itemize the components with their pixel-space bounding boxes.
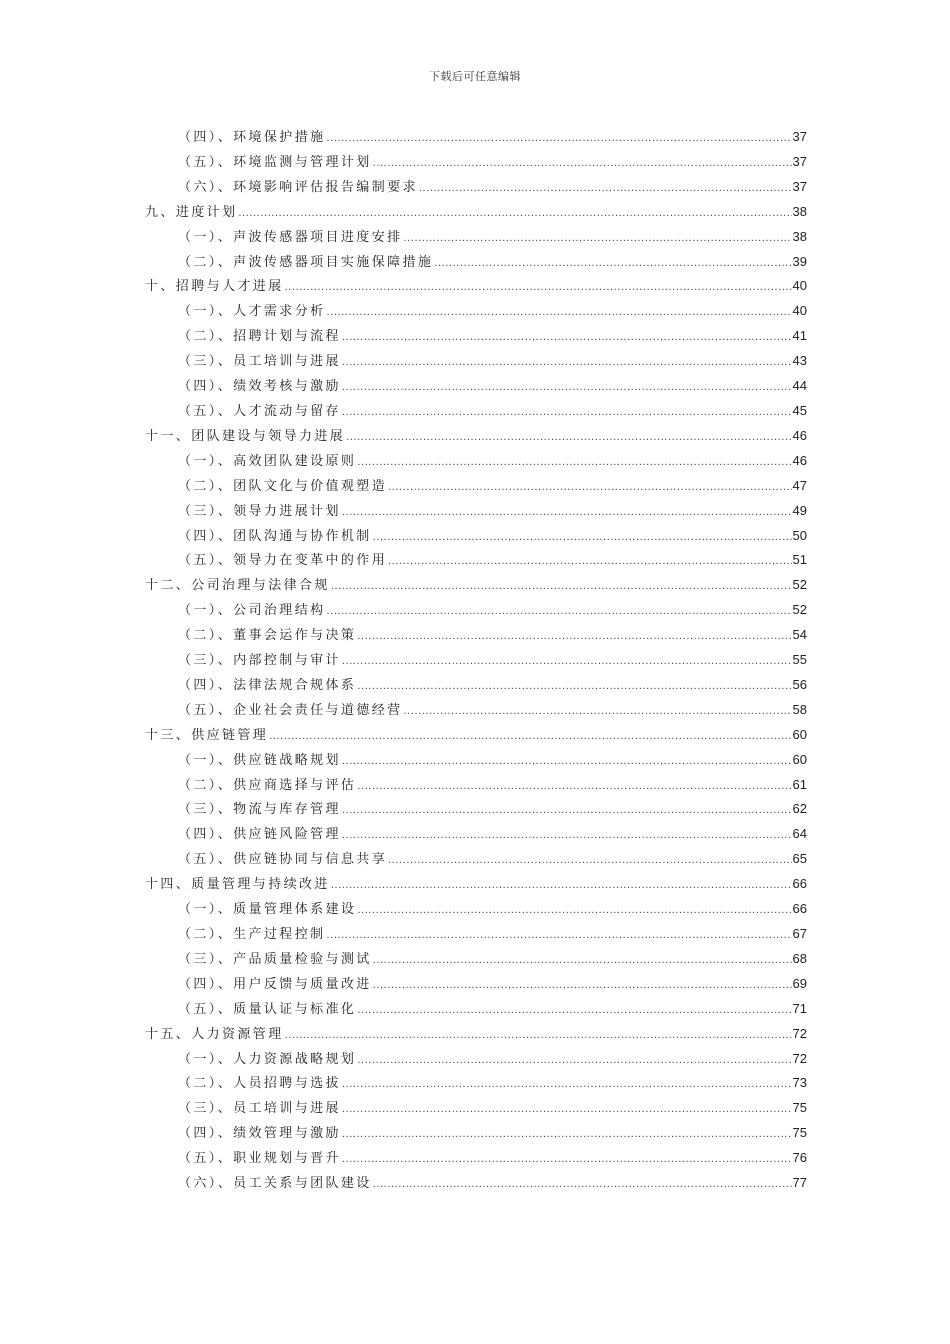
toc-chapter-entry[interactable] [145, 573, 807, 598]
toc-dot-leader [357, 774, 791, 799]
toc-page-number: 77 [792, 1175, 807, 1191]
toc-section-entry[interactable] [145, 1146, 807, 1171]
toc-dot-leader [373, 525, 792, 550]
toc-entry-title: （四）、绩效考核与激励 [178, 379, 341, 395]
toc-entry-title: （五）、质量认证与标准化 [178, 1001, 357, 1017]
toc-page-number: 52 [792, 577, 807, 593]
toc-entry-title: （五）、职业规划与晋升 [178, 1151, 341, 1167]
toc-page-number: 75 [792, 1125, 807, 1141]
toc-page-number: 61 [792, 776, 807, 792]
toc-dot-leader [346, 425, 791, 450]
toc-page-number: 67 [792, 926, 807, 941]
toc-section-entry[interactable] [145, 474, 807, 499]
toc-entry-title: （二）、生产过程控制 [178, 927, 326, 942]
toc-chapter-entry[interactable] [145, 872, 807, 897]
toc-page-number: 37 [792, 178, 807, 194]
toc-section-entry[interactable] [145, 449, 807, 474]
toc-dot-leader [327, 300, 792, 325]
toc-dot-leader [331, 574, 792, 599]
toc-dot-leader [238, 201, 791, 226]
toc-page-number: 66 [792, 901, 807, 917]
toc-page-number: 37 [792, 129, 807, 144]
toc-entry-title: （五）、企业社会责任与道德经营 [178, 702, 403, 718]
toc-dot-leader [357, 450, 791, 475]
toc-dot-leader [388, 475, 791, 500]
toc-dot-leader [357, 1048, 791, 1073]
toc-entry-title: （四）、环境保护措施 [178, 130, 326, 145]
toc-entry-title: （四）、绩效管理与激励 [178, 1126, 341, 1142]
toc-entry-title: （一）、高效团队建设原则 [178, 453, 357, 469]
toc-section-entry[interactable] [145, 947, 807, 972]
toc-section-entry[interactable] [145, 324, 807, 349]
toc-section-entry[interactable] [145, 897, 807, 922]
toc-page-number: 46 [792, 452, 807, 468]
toc-dot-leader [388, 549, 791, 574]
toc-entry-title: （三）、员工培训与进展 [178, 354, 341, 370]
toc-entry-title: （三）、领导力进展计划 [178, 503, 341, 519]
toc-section-entry[interactable] [145, 623, 807, 648]
toc-dot-leader [342, 649, 792, 674]
toc-dot-leader [327, 126, 792, 151]
toc-entry-title: （六）、员工关系与团队建设 [178, 1176, 372, 1192]
toc-page-number: 76 [792, 1150, 807, 1166]
toc-section-entry[interactable] [145, 175, 807, 200]
toc-entry-title: （一）、声波传感器项目进度安排 [178, 229, 403, 245]
toc-dot-leader [357, 998, 791, 1023]
toc-section-entry[interactable] [145, 822, 807, 847]
toc-section-entry[interactable] [145, 150, 807, 175]
toc-entry-title: （三）、员工培训与进展 [178, 1101, 341, 1117]
toc-entry-title: （二）、人员招聘与选拔 [178, 1076, 341, 1092]
toc-entry-title: （三）、产品质量检验与测试 [178, 951, 372, 967]
toc-page-number: 65 [792, 851, 807, 867]
toc-page-number: 69 [792, 975, 807, 991]
toc-entry-title: （二）、声波传感器项目实施保障措施 [178, 254, 434, 270]
toc-section-entry[interactable] [145, 972, 807, 997]
toc-dot-leader [342, 749, 792, 774]
toc-section-entry[interactable] [145, 524, 807, 549]
toc-entry-title: （二）、供应商选择与评估 [178, 777, 357, 793]
toc-section-entry[interactable] [145, 225, 807, 250]
toc-page-number: 40 [792, 278, 807, 294]
toc-entry-title: （四）、用户反馈与质量改进 [178, 976, 372, 992]
toc-entry-title: （一）、人力资源战略规划 [178, 1051, 357, 1067]
toc-page-number: 39 [792, 253, 807, 269]
toc-entry-title: （二）、团队文化与价值观塑造 [178, 478, 388, 494]
toc-dot-leader [342, 1122, 792, 1147]
toc-page-number: 38 [792, 203, 807, 219]
toc-entry-title: 九、进度计划 [145, 204, 238, 220]
toc-entry-title: （三）、物流与库存管理 [178, 802, 341, 818]
toc-chapter-entry[interactable] [145, 723, 807, 748]
toc-dot-leader [357, 674, 791, 699]
toc-entry-title: （一）、供应链战略规划 [178, 752, 341, 768]
toc-section-entry[interactable] [145, 1096, 807, 1121]
toc-page-number: 68 [792, 950, 807, 966]
toc-page-number: 52 [792, 602, 807, 618]
toc-section-entry[interactable] [145, 399, 807, 424]
toc-page-number: 62 [792, 801, 807, 817]
toc-dot-leader [373, 948, 792, 973]
toc-page-number: 40 [792, 303, 807, 319]
toc-entry-title: （四）、法律法规合规体系 [178, 677, 357, 693]
toc-section-entry[interactable] [145, 797, 807, 822]
toc-section-entry[interactable] [145, 374, 807, 399]
toc-page-number: 66 [792, 876, 807, 892]
toc-entry-title: （五）、供应链协同与信息共享 [178, 852, 388, 868]
toc-section-entry[interactable] [145, 673, 807, 698]
toc-entry-title: （一）、公司治理结构 [178, 603, 326, 619]
toc-entry-title: （二）、董事会运作与决策 [178, 628, 357, 644]
toc-page-number: 71 [792, 1000, 807, 1016]
toc-dot-leader [342, 1097, 792, 1122]
toc-dot-leader [373, 151, 792, 176]
toc-page-number: 73 [792, 1075, 807, 1091]
toc-entry-title: （四）、供应链风险管理 [178, 827, 341, 843]
toc-page-number: 60 [792, 726, 807, 742]
toc-dot-leader [285, 1023, 792, 1048]
toc-entry-title: 十二、公司治理与法律合规 [145, 578, 330, 594]
toc-page-number: 47 [792, 477, 807, 493]
toc-page-number: 43 [792, 353, 807, 369]
toc-dot-leader [404, 699, 792, 724]
toc-dot-leader [404, 226, 792, 251]
toc-dot-leader [419, 176, 792, 201]
toc-entry-title: （二）、招聘计划与流程 [178, 329, 341, 345]
toc-dot-leader [388, 848, 791, 873]
toc-dot-leader [373, 1172, 792, 1197]
toc-entry-title: （五）、人才流动与留存 [178, 403, 341, 419]
toc-section-entry[interactable] [145, 598, 807, 623]
toc-page-number: 60 [792, 751, 807, 767]
toc-page-number: 50 [792, 527, 807, 543]
toc-section-entry[interactable] [145, 349, 807, 374]
toc-section-entry[interactable] [145, 648, 807, 673]
toc-entry-title: 十三、供应链管理 [145, 727, 269, 743]
toc-section-entry[interactable] [145, 125, 807, 150]
toc-section-entry[interactable] [145, 847, 807, 872]
toc-entry-title: （一）、质量管理体系建设 [178, 902, 357, 918]
toc-dot-leader [327, 923, 792, 948]
toc-entry-title: 十五、人力资源管理 [145, 1026, 284, 1042]
toc-page-number: 37 [792, 153, 807, 169]
toc-dot-leader [357, 898, 791, 923]
toc-page-number: 75 [792, 1100, 807, 1116]
toc-section-entry[interactable] [145, 299, 807, 324]
toc-section-entry[interactable] [145, 1047, 807, 1072]
toc-page-number: 72 [792, 1050, 807, 1066]
toc-dot-leader [342, 1072, 792, 1097]
table-of-contents [145, 125, 807, 1196]
toc-entry-title: （一）、人才需求分析 [178, 304, 326, 320]
toc-entry-title: （六）、环境影响评估报告编制要求 [178, 179, 418, 195]
toc-section-entry[interactable] [145, 698, 807, 723]
toc-page-number: 58 [792, 701, 807, 717]
toc-dot-leader [342, 823, 792, 848]
toc-page-number: 41 [792, 328, 807, 344]
toc-dot-leader [342, 400, 792, 425]
toc-dot-leader [342, 350, 792, 375]
toc-entry-title: 十四、质量管理与持续改进 [145, 877, 330, 893]
toc-dot-leader [342, 798, 792, 823]
toc-section-entry[interactable] [145, 499, 807, 524]
toc-dot-leader [331, 873, 792, 898]
toc-section-entry[interactable] [145, 1121, 807, 1146]
toc-page-number: 38 [792, 228, 807, 244]
toc-section-entry[interactable] [145, 1171, 807, 1196]
toc-page-number: 72 [792, 1025, 807, 1041]
toc-entry-title: （三）、内部控制与审计 [178, 653, 341, 669]
toc-dot-leader [285, 275, 792, 300]
toc-dot-leader [373, 973, 792, 998]
toc-page-number: 49 [792, 502, 807, 518]
toc-entry-title: （四）、团队沟通与协作机制 [178, 528, 372, 544]
toc-section-entry[interactable] [145, 1071, 807, 1096]
toc-dot-leader [342, 375, 792, 400]
page-header: 下载后可任意编辑 [429, 70, 521, 83]
toc-entry-title: （五）、领导力在变革中的作用 [178, 553, 388, 569]
toc-section-entry[interactable] [145, 250, 807, 275]
toc-dot-leader [269, 724, 791, 749]
toc-page-number: 46 [792, 427, 807, 443]
toc-page-number: 44 [792, 378, 807, 394]
toc-page-number: 55 [792, 652, 807, 668]
toc-entry-title: （五）、环境监测与管理计划 [178, 154, 372, 170]
toc-dot-leader [342, 500, 792, 525]
toc-dot-leader [342, 1147, 792, 1172]
toc-chapter-entry[interactable] [145, 1022, 807, 1047]
toc-dot-leader [342, 325, 792, 350]
toc-entry-title: 十、招聘与人才进展 [145, 279, 284, 295]
toc-chapter-entry[interactable] [145, 200, 807, 225]
toc-entry-title: 十一、团队建设与领导力进展 [145, 428, 346, 444]
toc-page-number: 54 [792, 627, 807, 643]
toc-page-number: 45 [792, 402, 807, 418]
toc-page-number: 51 [792, 552, 807, 568]
toc-section-entry[interactable] [145, 997, 807, 1022]
toc-chapter-entry[interactable] [145, 274, 807, 299]
toc-section-entry[interactable] [145, 548, 807, 573]
toc-chapter-entry[interactable] [145, 424, 807, 449]
toc-section-entry[interactable] [145, 748, 807, 773]
toc-dot-leader [434, 251, 791, 276]
toc-page-number: 64 [792, 826, 807, 842]
toc-dot-leader [327, 599, 792, 624]
toc-section-entry[interactable] [145, 922, 807, 947]
toc-page-number: 56 [792, 676, 807, 692]
toc-section-entry[interactable] [145, 773, 807, 798]
toc-dot-leader [357, 624, 791, 649]
